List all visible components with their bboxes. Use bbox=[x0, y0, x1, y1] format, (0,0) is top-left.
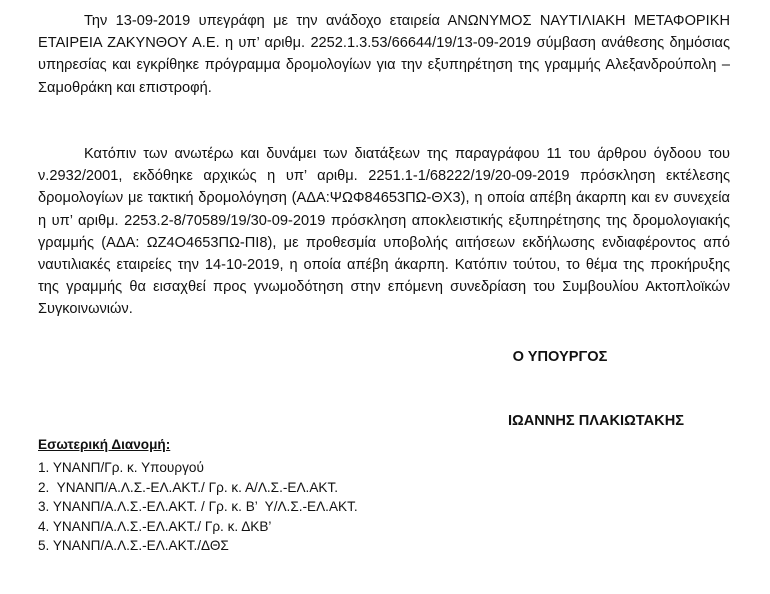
signature-name: ΙΩΑΝΝΗΣ ΠΛΑΚΙΩΤΑΚΗΣ bbox=[507, 413, 685, 429]
distribution-item: 3. ΥΝΑΝΠ/Α.Λ.Σ.-ΕΛ.ΑΚΤ. / Γρ. κ. Β’ Υ/Λ.Σ.-ΕΛ.ΑΚΤ. bbox=[38, 499, 358, 514]
distribution-item: 2. ΥΝΑΝΠ/Α.Λ.Σ.-ΕΛ.ΑΚΤ./ Γρ. κ. Α/Λ.Σ.-ΕΛ.ΑΚΤ. bbox=[38, 479, 339, 495]
body-paragraph-2: Κατόπιν των ανωτέρω και δυνάμει των διατάξεων της παραγράφου 11 του άρθρου όγδοου του ν.2932/2001, εκδόθηκε αρχικώς η υπ’ αριθμ. 2251.1-1/68222/19/20-09-2019 πρόσκληση εκτέλεσης δρομολογίων με τακτική δρομολόγηση (ΑΔΑ:ΨΩΦ84653ΠΩ-ΘΧ3), η οποία απέβη άκαρπη και εν συνεχεία η υπ’ αριθμ. 2253.2-8/70589/19/30-09-2019 πρόσκληση αποκλειστικής εξυπηρέτησης της δρομολογιακής γραμμής (ΑΔΑ: ΩΖ4Ο4653ΠΩ-ΠΙ8), με προθεσμία υποβολής αιτήσεων εκδήλωσης ενδιαφέροντος από ναυτιλιακές εταιρείες την 14-10-2019, η οποία απέβη άκαρπη. Κατόπιν τούτου, το θέμα της προκήρυξης της γραμμής θα εισαχθεί προς γνωμοδότηση στην επόμενη συνεδρίαση του Συμβουλίου Ακτοπλοϊκών Συγκοινωνιών. bbox=[38, 146, 730, 318]
distribution-item: 4. ΥΝΑΝΠ/Α.Λ.Σ.-ΕΛ.ΑΚΤ./ Γρ. κ. ΔΚΒ’ bbox=[38, 518, 272, 534]
distribution-item: 1. ΥΝΑΝΠ/Γρ. κ. Υπουργού bbox=[38, 460, 204, 475]
distribution-item: 5. ΥΝΑΝΠ/Α.Λ.Σ.-ΕΛ.ΑΚΤ./ΔΘΣ bbox=[38, 538, 229, 553]
distribution-list bbox=[38, 458, 358, 556]
signature-title: Ο ΥΠΟΥΡΓΟΣ bbox=[512, 349, 608, 365]
body-paragraph-1: Την 13-09-2019 υπεγράφη με την ανάδοχο εταιρεία ΑΝΩΝΥΜΟΣ ΝΑΥΤΙΛΙΑΚΗ ΜΕΤΑΦΟΡΙΚΗ ΕΤΑΙΡΕΙΑ ΖΑΚΥΝΘΟΥ Α.Ε. η υπ’ αριθμ. 2252.1.3.53/66644/19/13-09-2019 σύμβαση ανάθεσης δημόσιας υπηρεσίας και εγκρίθηκε πρόγραμμα δρομολογίων για την εξυπηρέτηση της γραμμής Αλεξανδρούπολη – Σαμοθράκη και επιστροφή. bbox=[38, 13, 730, 96]
distribution-heading: Εσωτερική Διανομή: bbox=[38, 437, 171, 452]
